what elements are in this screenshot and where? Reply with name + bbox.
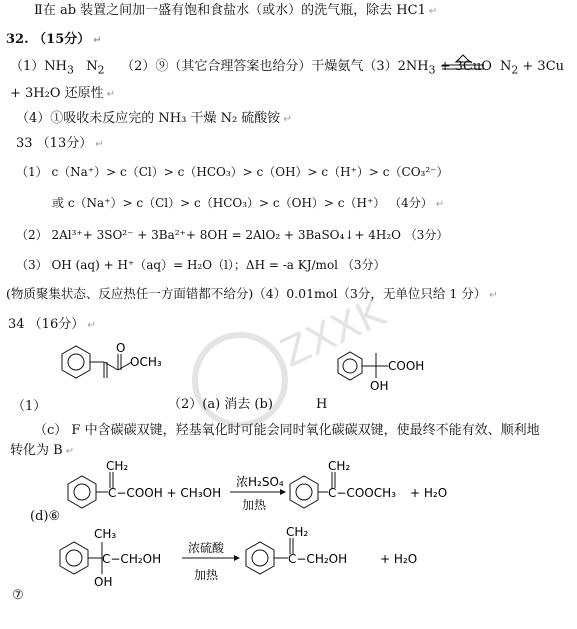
svg-text:COOH: COOH	[388, 359, 425, 373]
svg-text:CH₂: CH₂	[106, 459, 129, 473]
part-34-d7-label: ⑦	[12, 588, 24, 603]
question-32-header: 32. （15分） ↵	[6, 32, 102, 47]
text-line-1: Ⅱ在 ab 装置之间加一盛有饱和食盐水（或水）的洗气瓶，除去 HC1 ↵	[34, 3, 438, 18]
svg-text:CH₂: CH₂	[286, 525, 309, 539]
svg-text:浓硫酸: 浓硫酸	[188, 541, 225, 555]
answer-33-note: (物质聚集状态、反应热任一方面错都不给分)（4）0.01mol（3分，无单位只给 1 分） ↵	[6, 286, 498, 301]
answer-32-products: $N_2 + 3Cu$	[500, 59, 565, 77]
part-34-c-line2: 转化为 B ↵	[10, 443, 75, 458]
svg-text:OH: OH	[370, 379, 389, 393]
svg-text:ZXXK: ZXXK	[274, 289, 393, 377]
answer-32-part1: $(1)NH_3$ $N_2$ （2）⑨（其它合理答案也给分）干燥氨气$(3)2NH_3 + 3CuO$	[10, 59, 492, 77]
answer-33-part1: （1） c（Na⁺）> c（Cl）> c（HCO₃）> c（OH）> c（H⁺）> c（CO₃²⁻）	[16, 165, 449, 179]
part-34-1-label: （1）	[12, 399, 47, 414]
svg-text:O: O	[116, 342, 126, 355]
question-33-header: 33 （13分） ↵	[16, 136, 104, 151]
heat-equilibrium-arrow	[440, 52, 486, 78]
structure-hydroxy-acid	[330, 345, 440, 405]
structure-ester	[42, 342, 177, 402]
svg-text:OCH₃: OCH₃	[130, 355, 162, 369]
answer-33-part1-alt: 或 c（Na⁺）> c（Cl）> c（HCO₃）> c（OH）> c（H⁺） （4分） ↵	[52, 196, 445, 210]
reaction-7	[50, 524, 470, 604]
svg-text:C−CH₂OH: C−CH₂OH	[288, 552, 348, 566]
question-34-header: 34 （16分） ↵	[8, 317, 96, 332]
part-34-2-answer: （2）(a) 消去 (b)	[168, 397, 273, 412]
svg-text:+ H₂O: + H₂O	[380, 552, 418, 566]
reaction-6	[58, 458, 558, 526]
part-34-d6-label: (d)⑥	[30, 509, 61, 524]
svg-text:C−CH₂OH: C−CH₂OH	[102, 552, 162, 566]
svg-text:C−COOH + CH₃OH: C−COOH + CH₃OH	[108, 486, 222, 500]
answer-32-part4: （4）①吸收未反应完的 NH₃ 干燥 N₂ 硫酸铵 ↵	[16, 111, 292, 126]
part-34-c-line1: （c） F 中含碳碳双键，羟基氧化时可能会同时氧化碳碳双键，使最终不能有效、顺利地	[34, 423, 540, 438]
svg-text:加热: 加热	[194, 568, 219, 582]
part-34-2b-label: H	[316, 397, 328, 412]
answer-33-part2: （2） 2Al³⁺+ 3SO²⁻ + 3Ba²⁺+ 8OH = 2AlO₂ + 3BaSO₄↓+ 4H₂O （3分）	[16, 228, 449, 242]
svg-text:CH₃: CH₃	[94, 527, 117, 541]
answer-32-water-reduction: + 3H₂O 还原性 ↵	[10, 86, 116, 101]
svg-text:CH₂: CH₂	[328, 459, 351, 473]
answer-33-part3: （3） OH (aq) + H⁺（aq）= H₂O（l）；ΔH = -a KJ/mol （3分）	[16, 258, 386, 272]
svg-text:浓H₂SO₄: 浓H₂SO₄	[236, 475, 284, 489]
svg-text:OH: OH	[94, 575, 113, 589]
svg-text:C−COOCH₃: C−COOCH₃	[328, 486, 396, 500]
svg-text:+ H₂O: + H₂O	[410, 486, 448, 500]
svg-text:加热: 加热	[242, 498, 267, 512]
